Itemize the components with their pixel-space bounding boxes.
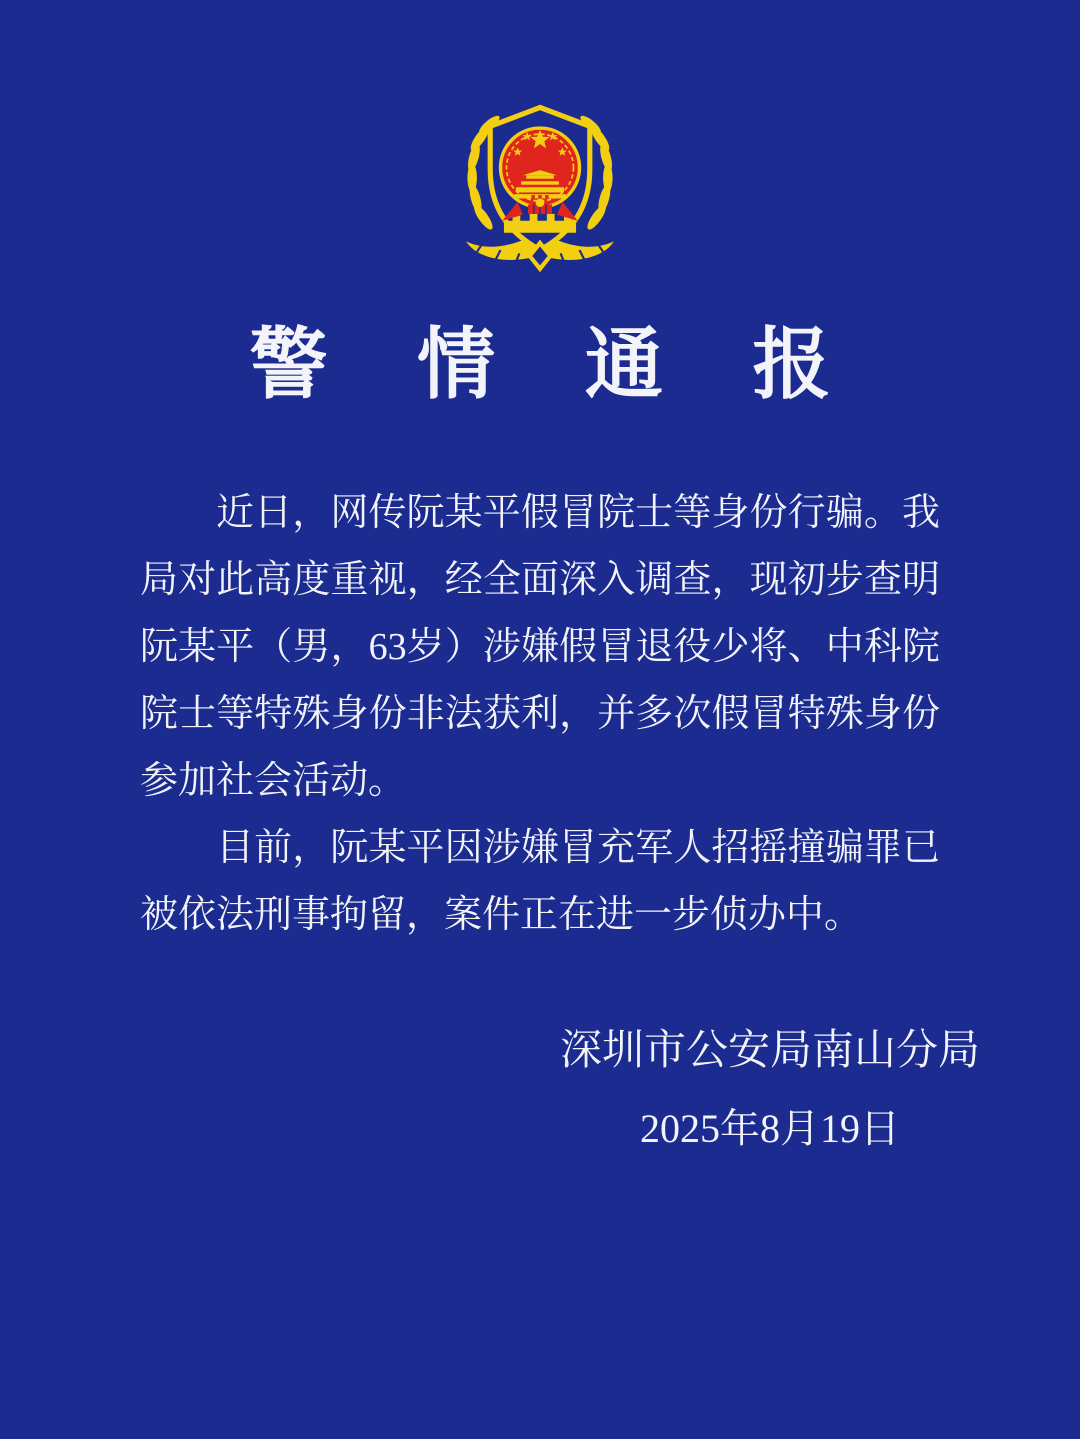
body-line-5: 参加社会活动。 [140,760,407,802]
body-line-3: 阮某平（男，63岁）涉嫌假冒退役少将、中科院 [140,626,940,668]
body-line-6: 目前，阮某平因涉嫌冒充军人招摇撞骗罪已 [216,827,940,869]
notice-date: 2025年8月19日 [639,1106,900,1151]
body-line-1: 近日，网传阮某平假冒院士等身份行骗。我 [216,492,940,534]
police-badge-icon [454,92,626,274]
notice-title: 警 情 通 报 [249,321,866,408]
notice-body [140,480,940,949]
body-line-4: 院士等特殊身份非法获利，并多次假冒特殊身份 [140,693,940,735]
signature-block [560,1023,980,1157]
body-line-7: 被依法刑事拘留，案件正在进一步侦办中。 [140,894,863,936]
body-line-2: 局对此高度重视，经全面深入调查，现初步查明 [140,559,940,601]
issuing-authority: 深圳市公安局南山分局 [559,1028,980,1074]
